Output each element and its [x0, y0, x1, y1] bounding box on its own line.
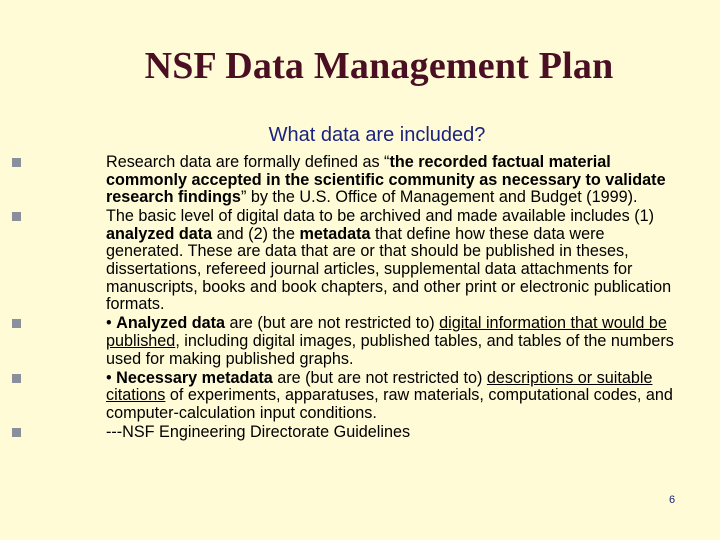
square-bullet-icon — [12, 158, 21, 167]
square-bullet-icon — [12, 428, 21, 437]
text-segment: ---NSF Engineering Directorate Guidelines — [106, 422, 411, 441]
text-segment-bold: the recorded factual material commonly accepted in the scientific community as necessary to validate research findings — [106, 153, 666, 207]
text-segment-bold: Analyzed data — [116, 314, 226, 333]
text-segment-underline: descriptions or suitable citations — [106, 368, 653, 405]
text-segment: of experiments, apparatuses, raw materials, computational codes, and computer-calculation input conditions. — [106, 386, 673, 422]
text-segment: are (but are not restricted to) — [272, 368, 487, 387]
text-segment: ” by the U.S. Office of Management and Budget (1999). — [240, 188, 638, 207]
bullet-text — [106, 207, 671, 313]
text-segment-underline: digital information that would be published — [106, 314, 667, 350]
text-segment: Research data are formally defined as “ — [106, 153, 390, 171]
bullet-text — [106, 369, 673, 422]
text-segment-bold: Necessary metadata — [116, 368, 273, 387]
text-segment: • — [106, 314, 117, 333]
slide-title: NSF Data Management Plan — [144, 45, 614, 87]
bullet-text — [106, 423, 410, 441]
square-bullet-icon — [12, 212, 21, 221]
text-segment: that define how these data were generated. These are data that are or that should be published in theses, dissertations, refereed journal articles, supplemental data attachments for manuscripts, books and book chapters, and other print or electronic publication formats. — [106, 224, 672, 314]
text-segment: • — [106, 368, 117, 387]
square-bullet-icon — [12, 374, 21, 383]
bullet-item — [12, 208, 676, 314]
text-segment: , including digital images, published tables, and tables of the numbers used for making published graphs. — [106, 331, 674, 368]
text-segment: are (but are not restricted to) — [225, 314, 440, 333]
text-segment: The basic level of digital data to be archived and made available includes (1) — [106, 207, 655, 226]
text-segment: and (2) the — [212, 224, 300, 243]
bullet-list — [12, 154, 676, 443]
bullet-item — [12, 370, 676, 423]
text-segment-bold: analyzed data — [106, 224, 213, 243]
bullet-item — [12, 424, 676, 442]
page-number: 6 — [669, 494, 676, 506]
bullet-text — [106, 153, 666, 206]
slide-subtitle: What data are included? — [268, 124, 486, 146]
bullet-item — [12, 154, 676, 207]
bullet-item — [12, 315, 676, 368]
bullet-text — [106, 314, 674, 367]
text-segment-bold: metadata — [299, 224, 371, 243]
square-bullet-icon — [12, 319, 21, 328]
